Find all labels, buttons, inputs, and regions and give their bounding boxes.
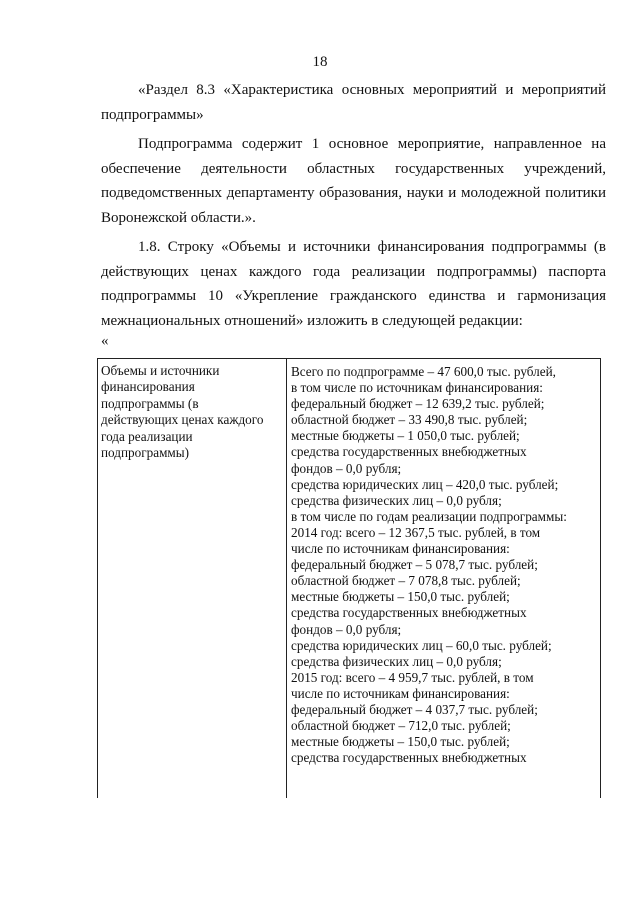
value-line: в том числе по годам реализации подпрограммы: [291, 508, 567, 524]
financing-table [97, 358, 601, 798]
value-line: средства государственных внебюджетных [291, 750, 527, 766]
paragraph-line: подпрограммы» [101, 106, 204, 123]
value-line: фондов – 0,0 рубля; [291, 621, 402, 637]
value-line: средства физических лиц – 0,0 рубля; [291, 653, 502, 669]
paragraph-line: межнациональных отношений» изложить в следующей редакции: [101, 312, 523, 329]
paragraph-line: действующих ценах каждого года реализации подпрограммы) паспорта [101, 263, 606, 280]
paragraph-line: обеспечение деятельности областных государственных учреждений, [101, 160, 606, 177]
value-line: средства государственных внебюджетных [291, 605, 527, 621]
label-line: года реализации [101, 428, 193, 444]
value-line: в том числе по источникам финансирования: [291, 380, 543, 396]
value-line: местные бюджеты – 1 050,0 тыс. рублей; [291, 428, 520, 444]
paragraph-line: «Раздел 8.3 «Характеристика основных мероприятий и мероприятий [138, 82, 606, 98]
value-line: Всего по подпрограмме – 47 600,0 тыс. рублей, [291, 364, 556, 379]
value-line: средства юридических лиц – 60,0 тыс. рублей; [291, 637, 552, 653]
label-line: подпрограммы) [101, 445, 190, 461]
subprogram-description-paragraph [101, 132, 606, 230]
value-line: областной бюджет – 33 490,8 тыс. рублей; [291, 412, 528, 428]
value-line: средства физических лиц – 0,0 рубля; [291, 492, 502, 508]
paragraph-line: Воронежской области.». [101, 209, 256, 226]
value-line: федеральный бюджет – 5 078,7 тыс. рублей; [291, 557, 538, 573]
value-line: федеральный бюджет – 12 639,2 тыс. рублей; [291, 396, 545, 412]
value-line: областной бюджет – 7 078,8 тыс. рублей; [291, 573, 521, 589]
value-line: федеральный бюджет – 4 037,7 тыс. рублей; [291, 701, 538, 717]
opening-quote-mark: « [101, 333, 109, 349]
paragraph-line: подпрограммы 10 «Укрепление гражданского единства и гармонизация [101, 288, 606, 304]
label-line: действующих ценах каждого [101, 412, 264, 428]
financing-table-value-cell [287, 359, 600, 798]
page-number: 18 [312, 54, 328, 70]
label-line: финансирования [101, 379, 195, 395]
financing-table-label-cell [98, 359, 287, 798]
value-line: местные бюджеты – 150,0 тыс. рублей; [291, 589, 510, 605]
section-heading-paragraph [101, 78, 606, 127]
value-line: средства государственных внебюджетных [291, 444, 527, 460]
value-line: числе по источникам финансирования: [291, 685, 510, 701]
value-line: 2015 год: всего – 4 959,7 тыс. рублей, в том [291, 669, 534, 685]
value-line: местные бюджеты – 150,0 тыс. рублей; [291, 734, 510, 750]
value-line: областной бюджет – 712,0 тыс. рублей; [291, 718, 511, 734]
amendment-instruction-paragraph [101, 235, 606, 333]
value-line: 2014 год: всего – 12 367,5 тыс. рублей, в том [291, 524, 541, 540]
label-line: подпрограммы (в [101, 395, 199, 411]
paragraph-line: Подпрограмма содержит 1 основное мероприятие, направленное на [138, 136, 606, 152]
value-line: средства юридических лиц – 420,0 тыс. рублей; [291, 476, 559, 492]
value-line: числе по источникам финансирования: [291, 541, 510, 557]
paragraph-line: подведомственных департаменту образования, науки и молодежной политики [101, 185, 606, 201]
label-line: Объемы и источники [101, 363, 220, 378]
value-line: фондов – 0,0 рубля; [291, 460, 402, 476]
paragraph-line: 1.8. Строку «Объемы и источники финансирования подпрограммы (в [138, 239, 606, 255]
